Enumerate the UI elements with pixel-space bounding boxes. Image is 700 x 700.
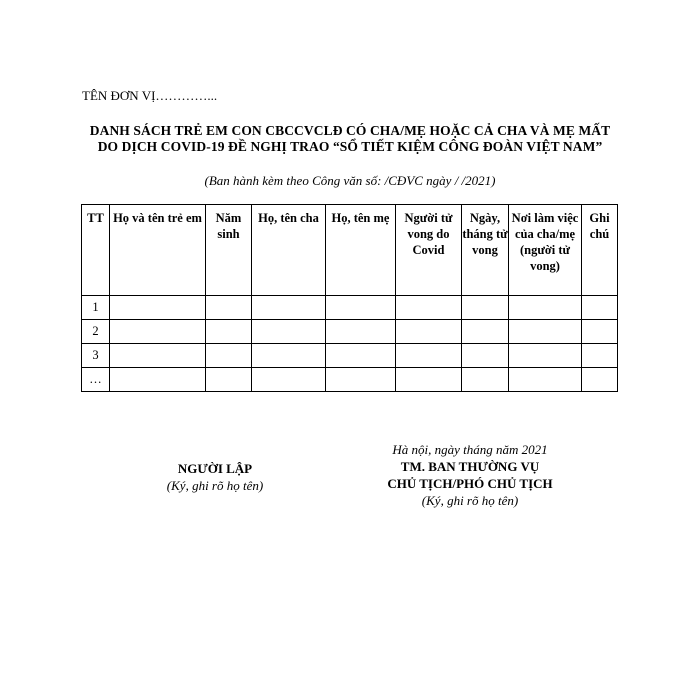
row-number: … <box>82 368 110 392</box>
table-cell <box>252 320 326 344</box>
table-cell <box>326 296 396 320</box>
table-cell <box>396 368 462 392</box>
table-row <box>82 344 618 368</box>
table-cell <box>206 296 252 320</box>
table-cell <box>462 296 509 320</box>
document-title-line-2: DO DỊCH COVID-19 ĐỀ NGHỊ TRAO “SỔ TIẾT KIỆM CÔNG ĐOÀN VIỆT NAM” <box>97 139 603 154</box>
table-cell <box>509 296 582 320</box>
table-cell <box>252 368 326 392</box>
table-cell <box>252 296 326 320</box>
row-number: 3 <box>82 344 110 368</box>
table-cell <box>110 320 206 344</box>
table-cell <box>396 296 462 320</box>
table-cell <box>206 344 252 368</box>
table-cell <box>462 344 509 368</box>
document-title-line-1: DANH SÁCH TRẺ EM CON CBCCVCLĐ CÓ CHA/MẸ HOẶC CẢ CHA VÀ MẸ MẤT <box>89 123 611 138</box>
table-cell <box>462 368 509 392</box>
children-list-table <box>81 204 618 392</box>
header-child-name: Họ và tên trẻ em <box>110 205 206 296</box>
header-birth-year: Năm sinh <box>206 205 252 296</box>
approver-title-line-2: CHỦ TỊCH/PHÓ CHỦ TỊCH <box>387 476 553 491</box>
table-cell <box>252 344 326 368</box>
table-cell <box>509 368 582 392</box>
row-number: 1 <box>82 296 110 320</box>
table-cell <box>509 320 582 344</box>
table-cell <box>462 320 509 344</box>
table-row <box>82 368 618 392</box>
table-cell <box>509 344 582 368</box>
table-cell <box>326 368 396 392</box>
approver-title-line-1: TM. BAN THƯỜNG VỤ <box>400 459 540 474</box>
unit-name-label: TÊN ĐƠN VỊ…………... <box>82 88 218 103</box>
header-workplace: Nơi làm việc của cha/mẹ (người tử vong) <box>509 205 582 296</box>
approver-sign-note: (Ký, ghi rõ họ tên) <box>421 493 519 508</box>
table-cell <box>582 368 618 392</box>
header-father-name: Họ, tên cha <box>252 205 326 296</box>
table-cell <box>396 344 462 368</box>
reference-note: (Ban hành kèm theo Công văn số: /CĐVC ngày / /2021) <box>204 173 496 188</box>
preparer-sign-note: (Ký, ghi rõ họ tên) <box>166 478 264 493</box>
preparer-title: NGƯỜI LẬP <box>177 461 253 476</box>
place-date: Hà nội, ngày tháng năm 2021 <box>392 442 548 457</box>
header-deceased: Người tử vong do Covid <box>396 205 462 296</box>
header-notes: Ghi chú <box>582 205 618 296</box>
approver-signature-block <box>360 441 580 509</box>
table-cell <box>206 368 252 392</box>
table-cell <box>206 320 252 344</box>
table-cell <box>326 320 396 344</box>
table-cell <box>110 344 206 368</box>
header-date-of-death: Ngày, tháng tử vong <box>462 205 509 296</box>
row-number: 2 <box>82 320 110 344</box>
header-mother-name: Họ, tên mẹ <box>326 205 396 296</box>
table-cell <box>582 296 618 320</box>
table-cell <box>582 320 618 344</box>
table-cell <box>110 368 206 392</box>
table-cell <box>582 344 618 368</box>
table-cell <box>326 344 396 368</box>
table-cell <box>396 320 462 344</box>
table-row <box>82 320 618 344</box>
preparer-signature-block <box>140 460 290 494</box>
table-cell <box>110 296 206 320</box>
table-row <box>82 296 618 320</box>
table-header-row <box>82 205 618 296</box>
header-tt: TT <box>82 205 110 296</box>
